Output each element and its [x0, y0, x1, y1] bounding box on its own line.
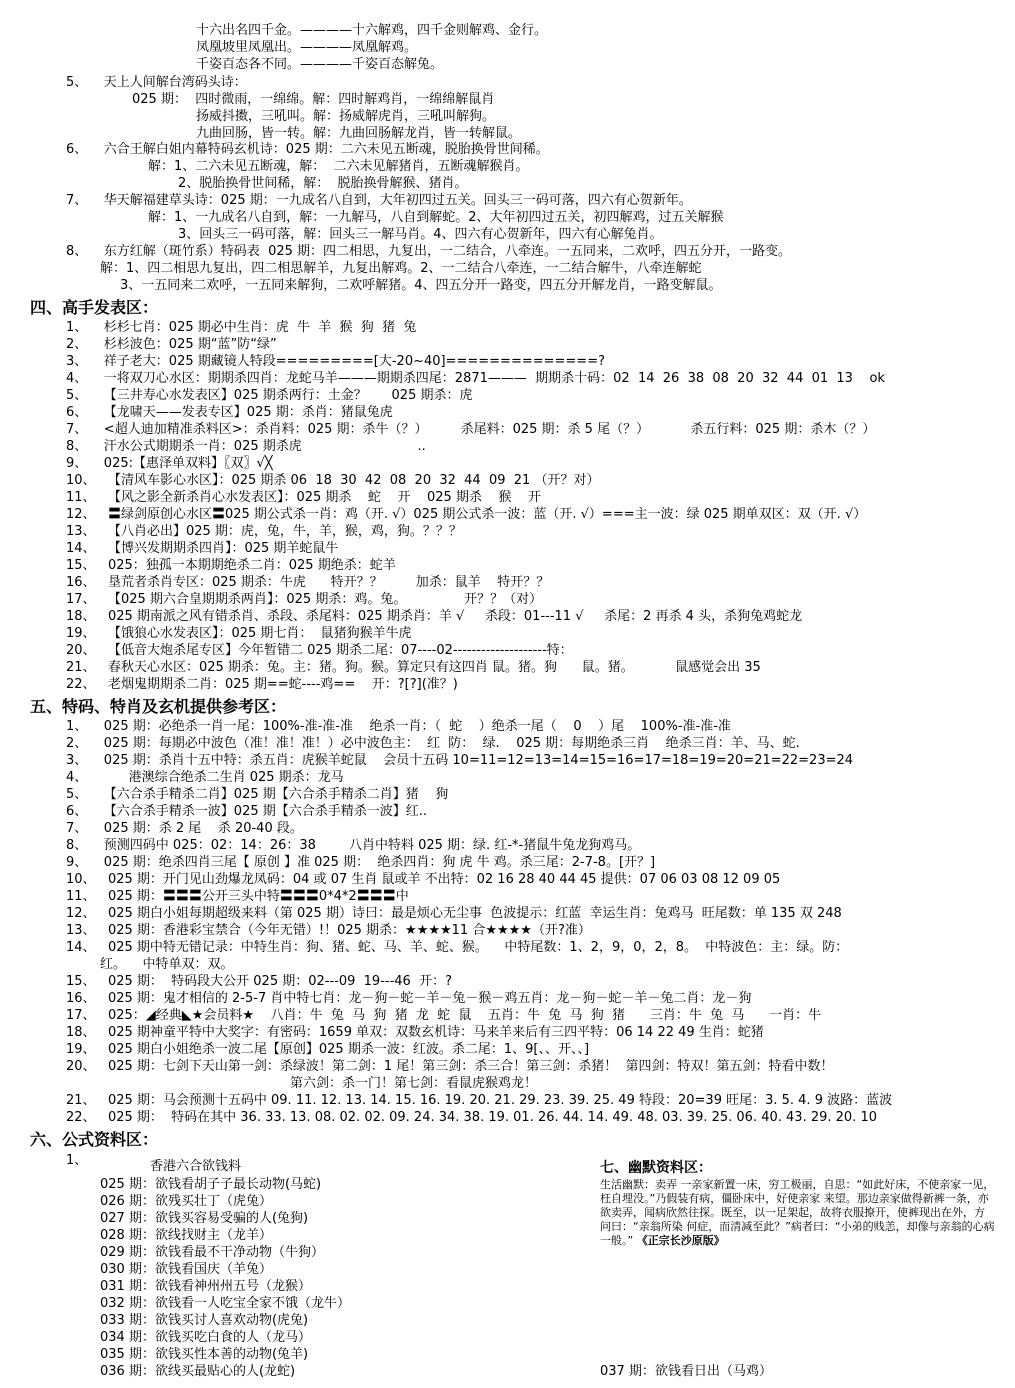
- item-line: 3、一五同来二欢呼，一五同来解狗，二欢呼解猪。4、四五分开一路变，四五分开解龙肖，一路变解鼠。: [120, 278, 722, 293]
- list-item: 16、 垦荒者杀肖专区：025 期杀：牛虎 特开？？ 加杀：鼠羊 特开？？: [66, 575, 550, 590]
- list-item: 13、 【八肖必出】025 期：虎，兔，牛，羊，猴，鸡，狗。？？？: [66, 524, 462, 539]
- list-item: 7、 <超人迪加精准杀料区>：杀肖料：025 期：杀牛（？） 杀尾料：025 期：杀 5 尾（？） 杀五行料：025 期：杀木（？）: [66, 422, 876, 437]
- list-item: 1、 杉杉七肖：025 期必中生肖：虎 牛 羊 猴 狗 猪 兔: [66, 320, 417, 335]
- list-item: 032 期：欲钱看一人吃宝全家不饿（龙牛）: [100, 1296, 350, 1311]
- list-item: 028 期：欲线找财主（龙羊）: [100, 1228, 272, 1243]
- list-item: 12、 025 期白小姐每期超级来料（第 025 期）诗曰：最是烦心无尘事 色波提示：红蓝 幸运生肖：兔鸡马 旺尾数：单 135 双 248: [66, 906, 842, 921]
- list-item: 10、 025 期：开门见山劲爆龙凤码：04 或 07 生肖 鼠或羊 不出特：02 16 28 40 44 45 提供：07 06 03 08 12 09 05: [66, 872, 781, 887]
- list-item: 18、 025 期神童平特中大奖字：有密码：1659 单双：双数玄机诗：马来羊来后有三四平特：06 14 22 49 生肖：蛇猪: [66, 1025, 764, 1040]
- list-item: 030 期：欲钱看国庆（羊兔）: [100, 1262, 272, 1277]
- list-item: 5、 【六合杀手精杀二肖】025 期【六合杀手精杀二肖】猪 狗: [66, 787, 449, 802]
- list-item: 8、 汗水公式期期杀一肖：025 期杀虎 ..: [66, 439, 426, 454]
- list-item: 11、 【风之影全新杀肖心水发表区】：025 期杀 蛇 开 025 期杀 猴 开: [66, 490, 541, 505]
- list-item: 17、 025：◢经典◣★会员料★ 八肖：牛 兔 马 狗 猪 龙 蛇 鼠 五肖：牛 兔 马 狗 猪 三肖：牛 兔 马 一肖：牛: [66, 1008, 822, 1023]
- list-item: 6、 【六合杀手精杀一波】025 期【六合杀手精杀一波】红..: [66, 804, 428, 819]
- list-item: 034 期：欲钱买吃白食的人（龙马）: [100, 1330, 311, 1345]
- list-item: 2、 025 期：每期必中波色（准！准！准！）必中波色主： 红 防： 绿. 025 期：每期绝杀三肖 绝杀三肖：羊、马、蛇.: [66, 736, 800, 751]
- list-item: 8、 预测四码中 025：02：14：26：38 八肖中特料 025 期：绿. 红-*-猪鼠牛兔龙狗鸡马。: [66, 838, 641, 853]
- list-item: 4、 一将双刀心水区：期期杀四肖：龙蛇马羊———期期杀四尾：2871——— 期期杀十码：02 14 26 38 08 20 32 44 01 13 ok: [66, 371, 885, 386]
- list-item: 027 期：欲钱买容易受骗的人(兔狗): [100, 1211, 309, 1226]
- list-item: 036 期：欲线买最贴心的人(龙蛇): [100, 1364, 296, 1379]
- list-item: 16、 025 期：鬼才相信的 2-5-7 肖中特七肖：龙－狗－蛇－羊－兔－猴－鸡五肖：龙－狗－蛇－羊－兔二肖：龙－狗: [66, 991, 752, 1006]
- list-item: 15、 025 期： 特码段大公开 025 期：02---09 19---46 开：?: [66, 974, 452, 989]
- list-item: 22、 老烟鬼期期杀二肖：025 期==蛇----鸡== 开：?[?](准？): [66, 677, 458, 692]
- item-line: 025 期： 四时微雨，一绵绵。解：四时解鸡肖，一绵绵解鼠肖: [132, 92, 495, 107]
- item-line: 扬威抖擞，三吼叫。解：扬威解虎肖，三吼叫解狗。: [196, 109, 496, 124]
- list-item-continued: 红。 中特单双：双。: [100, 957, 234, 972]
- humor-paragraph: [600, 1178, 995, 1248]
- list-item: 2、 杉杉波色：025 期“蓝”防“绿”: [66, 337, 277, 352]
- list-item: 10、 【清风车影心水区】：025 期杀 06 18 30 42 08 20 32 44 09 21 （开？对）: [66, 473, 600, 488]
- list-item-continued: 第六剑：杀一门！第七剑：看鼠虎猴鸡龙！: [290, 1076, 538, 1091]
- section-title: 五、特码、特肖及玄机提供参考区：: [30, 697, 287, 716]
- riddle-line: 十六出名四千金。————十六解鸡，四千金则解鸡、金行。: [196, 23, 548, 38]
- list-item: 6、 【龙啸天——发表专区】025 期：杀肖：猪鼠兔虎: [66, 405, 393, 420]
- list-item: 14、 【博兴发期期杀四肖】：025 期羊蛇鼠牛: [66, 541, 339, 556]
- item-line: 九曲回肠，皆一转。解：九曲回肠解龙肖，皆一转解鼠。: [196, 126, 522, 141]
- list-item: 12、 〓绿剑原创心水区〓025 期公式杀一肖：鸡（开. √）025 期公式杀一波：蓝（开. √）===主一波：绿 025 期单双区：双（开. √）: [66, 507, 867, 522]
- section-title: 六、公式资料区：: [30, 1130, 159, 1149]
- list-item: 14、 025 期中特无错记录：中特生肖：狗、猪、蛇、马、羊、蛇、猴。 中特尾数：1、2，9，0，2，8。 中特波色：主：绿。防：: [66, 940, 849, 955]
- list-item: 22、 025 期： 特码在其中 36. 33. 13. 08. 02. 02. 09. 24. 34. 38. 19. 01. 26. 44. 14. 49. 48. 03. 39. 25. 06. 40. 43. 29. 20. 10: [66, 1110, 877, 1125]
- list-item: 031 期：欲钱看神州州五号（龙猴）: [100, 1279, 311, 1294]
- humor-line: 来望。那边亲家做得新裤一条，亦欲卖弄，闻病欣然往探。既至，以一足架起，故将衣服撩开，使裤现出在外，方问曰：“亲翁所染: [600, 1192, 989, 1233]
- riddle-line: 千姿百态各不同。————千姿百态解兔。: [196, 57, 444, 72]
- signature: 《正宗长沙原版》: [636, 1234, 725, 1247]
- list-item: 037 期：欲钱看日出（马鸡）: [600, 1364, 772, 1379]
- list-item: 3、 祥子老大：025 期藏镜人特段=========[大-20~40]==============?: [66, 354, 605, 369]
- list-item: 11、 025 期：〓〓〓公开三头中特〓〓〓0*4*2〓〓〓中: [66, 889, 409, 904]
- item-line: 2、脱胎换骨世间稀，解： 脱胎换骨解猴、猪肖。: [178, 176, 468, 191]
- item-line: 7、 华天解福建草头诗：025 期：一九成名八自到，大年初四过五关。回头三一码可落，四六有心贺新年。: [66, 193, 692, 208]
- list-item: 19、 025 期白小姐绝杀一波二尾【原创】025 期杀一波：红波。杀二尾：1、9[、、开、、]: [66, 1042, 590, 1057]
- subsection-title: 香港六合欲钱料: [150, 1159, 242, 1174]
- section-title: 四、高手发表区：: [30, 298, 159, 317]
- list-item: 3、 025 期：杀肖十五中特：杀五肖：虎猴羊蛇鼠 会员十五码 10=11=12=13=14=15=16=17=18=19=20=21=22=23=24: [66, 753, 854, 768]
- list-item: 1、 025 期：必绝杀一肖一尾：100%-准-准-准 绝杀一肖：（ 蛇 ）绝杀一尾（ 0 ）尾 100%-准-准-准: [66, 719, 731, 734]
- list-item: 026 期：欲残买壮丁（虎兔）: [100, 1194, 272, 1209]
- list-item: 035 期：欲钱买性本善的动物(兔羊): [100, 1347, 309, 1362]
- list-item: 5、 【三井寿心水发表区】025 期杀两行：土金？ 025 期杀：虎: [66, 388, 473, 403]
- item-line: 解：1、四二相思九复出，四二相思解羊，九复出解鸡。2、一二结合八牵连，一二结合解牛，八牵连解蛇: [100, 261, 702, 276]
- item-line: 8、 东方红解（斑竹系）特码表 025 期：四二相思，九复出，一二结合，八牵连。一五同来，二欢呼，四五分开，一路变。: [66, 244, 792, 259]
- list-item: 9、 025:【惠泽单双料】〖双〗√╳: [66, 456, 273, 471]
- item-line: 3、回头三一码可落，解：回头三一解马肖。4、四六有心贺新年，四六有心解兔肖。: [178, 227, 663, 242]
- list-item: 20、 【低音大炮杀尾专区】今年暂错二 025 期杀二尾：07----02--------------------特：: [66, 643, 573, 658]
- riddle-line: 凤凰坡里凤凰出。————凤凰解鸡。: [196, 40, 418, 55]
- list-item: 025 期：欲钱看胡子子最长动物(马蛇): [100, 1177, 322, 1192]
- item-line: 解：1、二六未见五断魂，解： 二六未见解猪肖，五断魂解猴肖。: [148, 159, 529, 174]
- list-item: 21、 025 期：马会预测十五码中 09. 11. 12. 13. 14. 15. 16. 19. 20. 21. 29. 23. 39. 25. 49 特段：20=39 旺尾：3. 5. 4. 9 波路：蓝波: [66, 1093, 893, 1108]
- list-item: 13、 025 期：香港彩宝禁合（今年无错）!！025 期杀：★★★★11 合★★★★（开?准）: [66, 923, 591, 938]
- humor-line: 何症，而清减至此？”病者曰：“小弟的贱恙，却像与亲翁的心病一般。”: [600, 1220, 995, 1247]
- list-item: 18、 025 期南派之风有错杀肖、杀段、杀尾料：025 期杀肖：羊 √ 杀段：01---11 √ 杀尾：2 再杀 4 头，杀狗兔鸡蛇龙: [66, 609, 803, 624]
- item-number: 1、: [66, 1153, 88, 1168]
- list-item: 033 期：欲钱买讨人喜欢动物(虎兔): [100, 1313, 309, 1328]
- list-item: 20、 025 期：七剑下天山第一剑：杀绿波！第二剑：1 尾！第三剑：杀三合！第三剑：杀猪！ 第四剑：特双！第五剑：特看中数！: [66, 1059, 834, 1074]
- list-item: 9、 025 期：绝杀四肖三尾【 原创 】准 025 期： 绝杀四肖：狗 虎 牛 鸡。杀三尾：2-7-8。[开？]: [66, 855, 656, 870]
- item-line: 5、 天上人间解台湾码头诗：: [66, 75, 247, 90]
- list-item: 19、 【饿狼心水发表区】：025 期七肖： 鼠猪狗猴羊牛虎: [66, 626, 412, 641]
- item-line: 解：1、一九成名八自到，解：一九解马，八自到解蛇。2、大年初四过五关，初四解鸡，过五关解猴: [148, 210, 724, 225]
- item-line: 6、 六合王解白姐内幕特码玄机诗：025 期：二六未见五断魂，脱胎换骨世间稀。: [66, 142, 549, 157]
- list-item: 21、 春秋天心水区：025 期杀：兔。主：猪。狗。猴。算定只有这四肖 鼠。猪。狗 鼠。猪。 鼠感觉会出 35: [66, 660, 761, 675]
- section-title: 七、幽默资料区：: [600, 1160, 712, 1176]
- list-item: 15、 025：独孤一本期期绝杀二肖：025 期绝杀：蛇羊: [66, 558, 396, 573]
- list-item: 029 期：欲钱看最不干净动物（牛狗）: [100, 1245, 324, 1260]
- list-item: 17、 【025 期六合皇期期杀两肖】：025 期杀：鸡。兔。 开？？（对）: [66, 592, 543, 607]
- humor-line: 生活幽默：卖弄 一亲家新置一床，穷工极丽，自思：“如此好床，不使亲家一见，枉自埋没。”乃假装有病，僵卧床中，好使亲家: [600, 1178, 995, 1205]
- list-item: 4、 港澳综合绝杀二生肖 025 期杀：龙马: [66, 770, 344, 785]
- list-item: 7、 025 期：杀 2 尾 杀 20-40 段。: [66, 821, 303, 836]
